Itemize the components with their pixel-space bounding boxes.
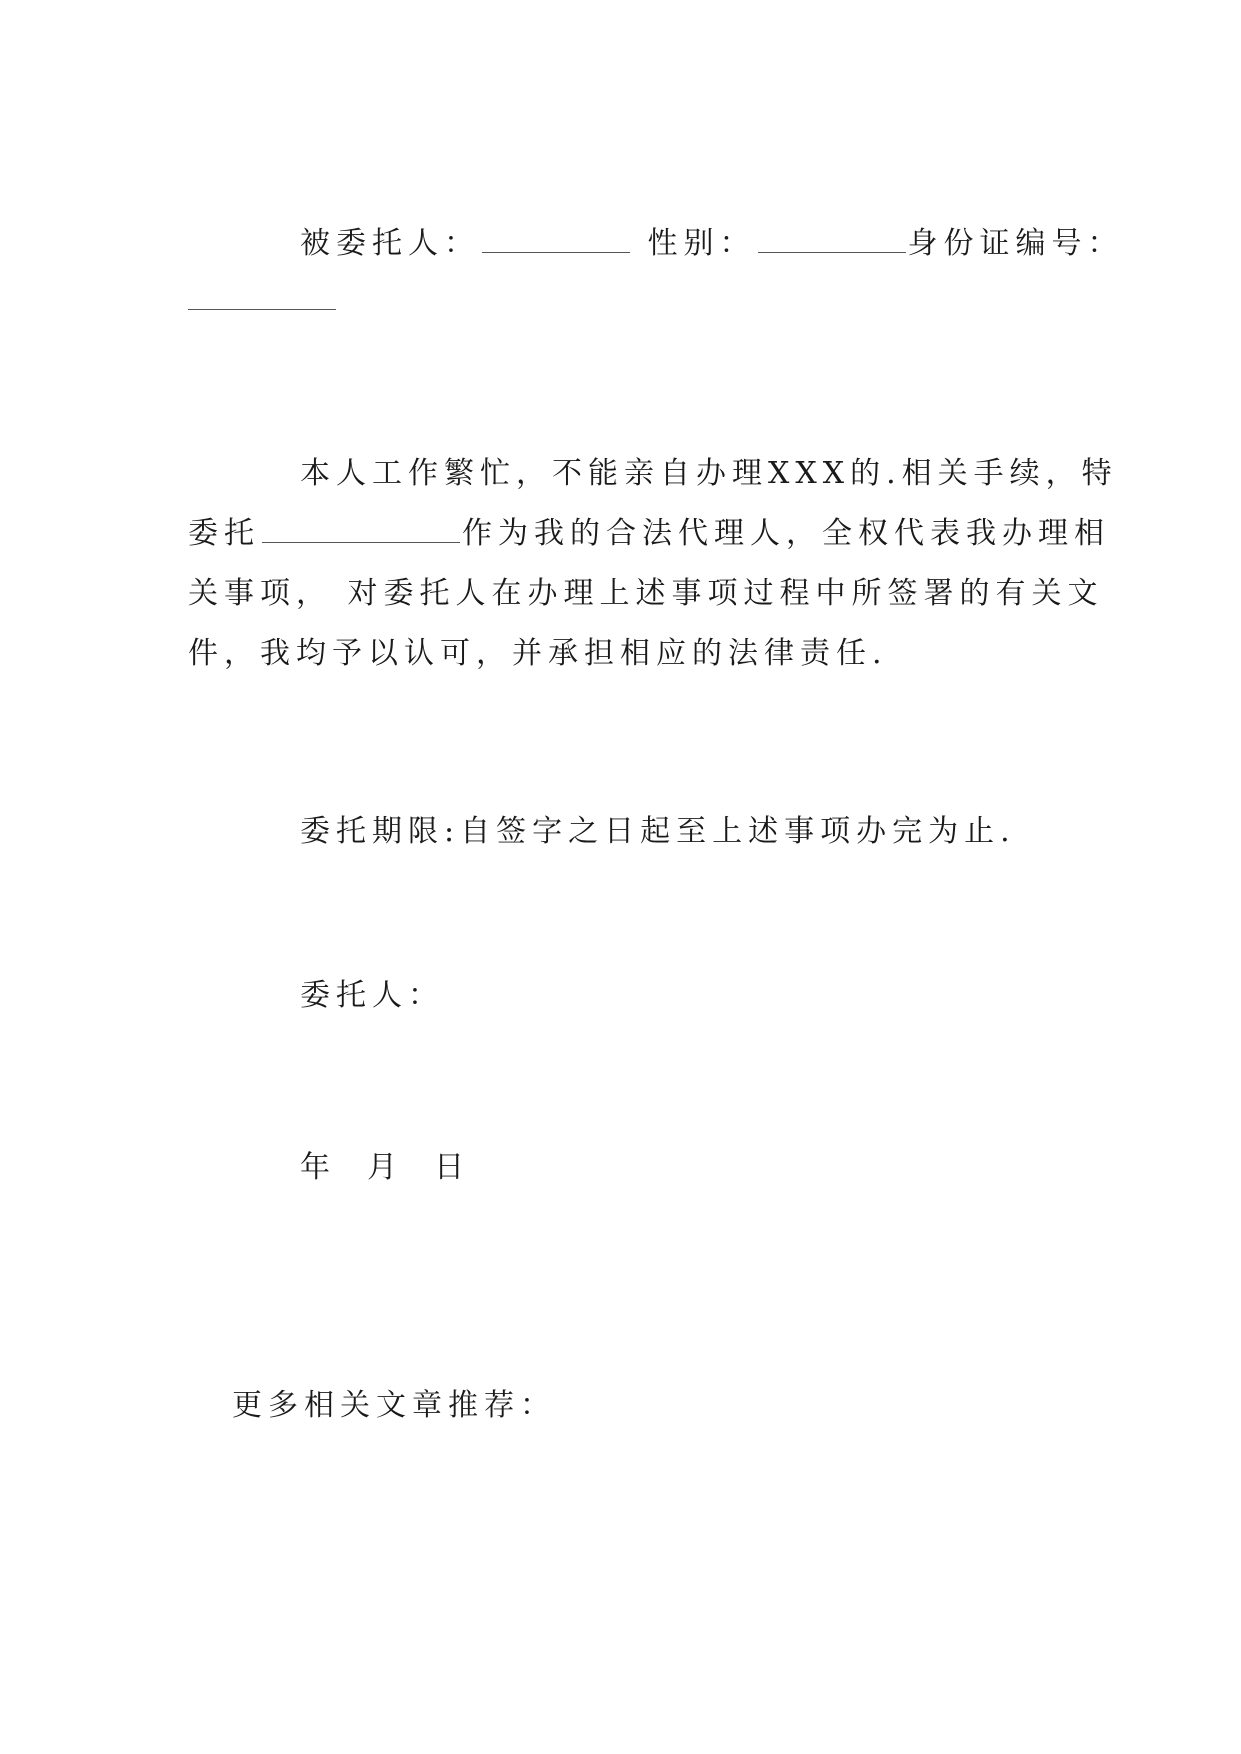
- trustee-label: 被委托人：: [300, 226, 480, 261]
- body-line-2-suffix: 作为我的合法代理人，全权代表我办理相: [462, 516, 1110, 551]
- date-line: 年 月 日: [300, 1150, 471, 1185]
- body-line-4: 件，我均予以认可，并承担相应的法律责任.: [188, 636, 888, 671]
- id-number-label: 身份证编号：: [907, 226, 1124, 261]
- body-line-2-prefix: 委托: [188, 516, 260, 551]
- body-line-2: [188, 504, 1110, 564]
- gender-blank[interactable]: [758, 230, 906, 253]
- agent-name-blank[interactable]: [262, 520, 460, 543]
- trustee-name-blank[interactable]: [482, 230, 630, 253]
- entrust-term: 委托期限:自签字之日起至上述事项办完为止.: [300, 814, 1016, 849]
- trustee-info-line: [300, 214, 1124, 274]
- more-articles-heading: 更多相关文章推荐：: [232, 1388, 556, 1423]
- gender-label: 性别：: [647, 226, 756, 261]
- principal-label: 委托人：: [300, 978, 444, 1013]
- body-line-3: 关事项， 对委托人在办理上述事项过程中所签署的有关文: [188, 576, 1104, 611]
- body-line-1: 本人工作繁忙，不能亲自办理XXX的.相关手续，特: [300, 456, 1118, 491]
- id-number-blank[interactable]: [188, 308, 336, 310]
